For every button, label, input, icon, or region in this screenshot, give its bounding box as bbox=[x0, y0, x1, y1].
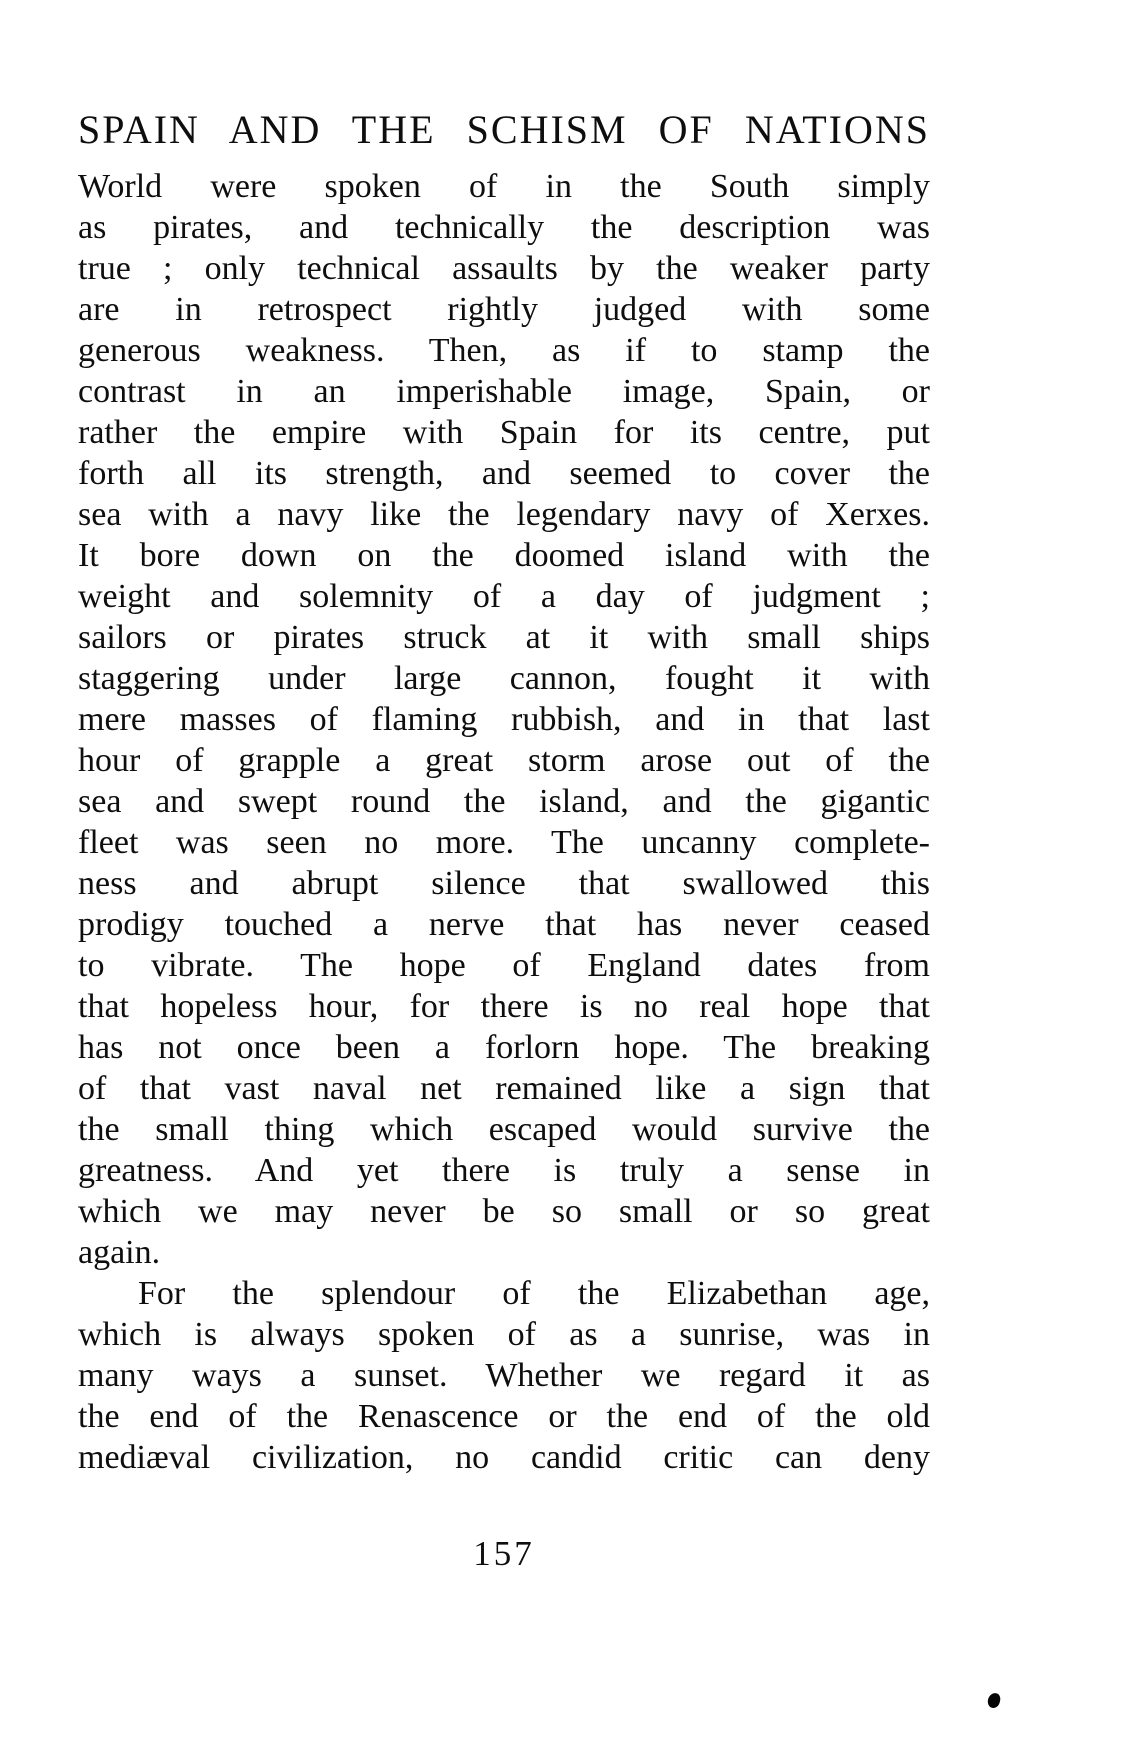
text-line: fleet was seen no more. The uncanny complete- bbox=[78, 824, 930, 861]
text-line: generous weakness. Then, as if to stamp the bbox=[78, 332, 930, 369]
text-line: which is always spoken of as a sunrise, was in bbox=[78, 1316, 930, 1353]
text-line: forth all its strength, and seemed to cover the bbox=[78, 455, 930, 492]
text-line: to vibrate. The hope of England dates from bbox=[78, 947, 930, 984]
text-line: sailors or pirates struck at it with small ships bbox=[78, 619, 930, 656]
text-line: of that vast naval net remained like a sign that bbox=[78, 1070, 930, 1107]
text-line: are in retrospect rightly judged with some bbox=[78, 291, 930, 328]
text-line: sea with a navy like the legendary navy of Xerxes. bbox=[78, 496, 930, 533]
text-line: staggering under large cannon, fought it with bbox=[78, 660, 930, 697]
text-line: contrast in an imperishable image, Spain, or bbox=[78, 373, 930, 410]
text-line: true ; only technical assaults by the weaker party bbox=[78, 250, 930, 287]
body-text bbox=[78, 166, 930, 1478]
text-line: hour of grapple a great storm arose out of the bbox=[78, 742, 930, 779]
text-line: World were spoken of in the South simply bbox=[78, 168, 930, 205]
text-line: the end of the Renascence or the end of the old bbox=[78, 1398, 930, 1435]
paragraph bbox=[78, 166, 930, 1273]
text-line: It bore down on the doomed island with the bbox=[78, 537, 930, 574]
ink-speck bbox=[986, 1692, 1001, 1709]
text-line: weight and solemnity of a day of judgment ; bbox=[78, 578, 930, 615]
text-line: mere masses of flaming rubbish, and in that last bbox=[78, 701, 930, 738]
text-line: For the splendour of the Elizabethan age, bbox=[138, 1275, 930, 1312]
page-number: 157 bbox=[473, 1534, 535, 1573]
text-line: ness and abrupt silence that swallowed this bbox=[78, 865, 930, 902]
page-title: SPAIN AND THE SCHISM OF NATIONS bbox=[78, 107, 930, 152]
text-line: the small thing which escaped would survive the bbox=[78, 1111, 930, 1148]
text-line: has not once been a forlorn hope. The breaking bbox=[78, 1029, 930, 1066]
text-line: that hopeless hour, for there is no real hope that bbox=[78, 988, 930, 1025]
text-line: sea and swept round the island, and the gigantic bbox=[78, 783, 930, 820]
text-line: as pirates, and technically the description was bbox=[78, 209, 930, 246]
text-line: rather the empire with Spain for its centre, put bbox=[78, 414, 930, 451]
paragraph bbox=[78, 1273, 930, 1478]
text-line: again. bbox=[78, 1234, 161, 1271]
text-line: mediæval civilization, no candid critic can deny bbox=[78, 1439, 930, 1476]
text-line: many ways a sunset. Whether we regard it as bbox=[78, 1357, 930, 1394]
text-line: prodigy touched a nerve that has never ceased bbox=[78, 906, 930, 943]
text-line: which we may never be so small or so great bbox=[78, 1193, 930, 1230]
text-line: greatness. And yet there is truly a sense in bbox=[78, 1152, 930, 1189]
